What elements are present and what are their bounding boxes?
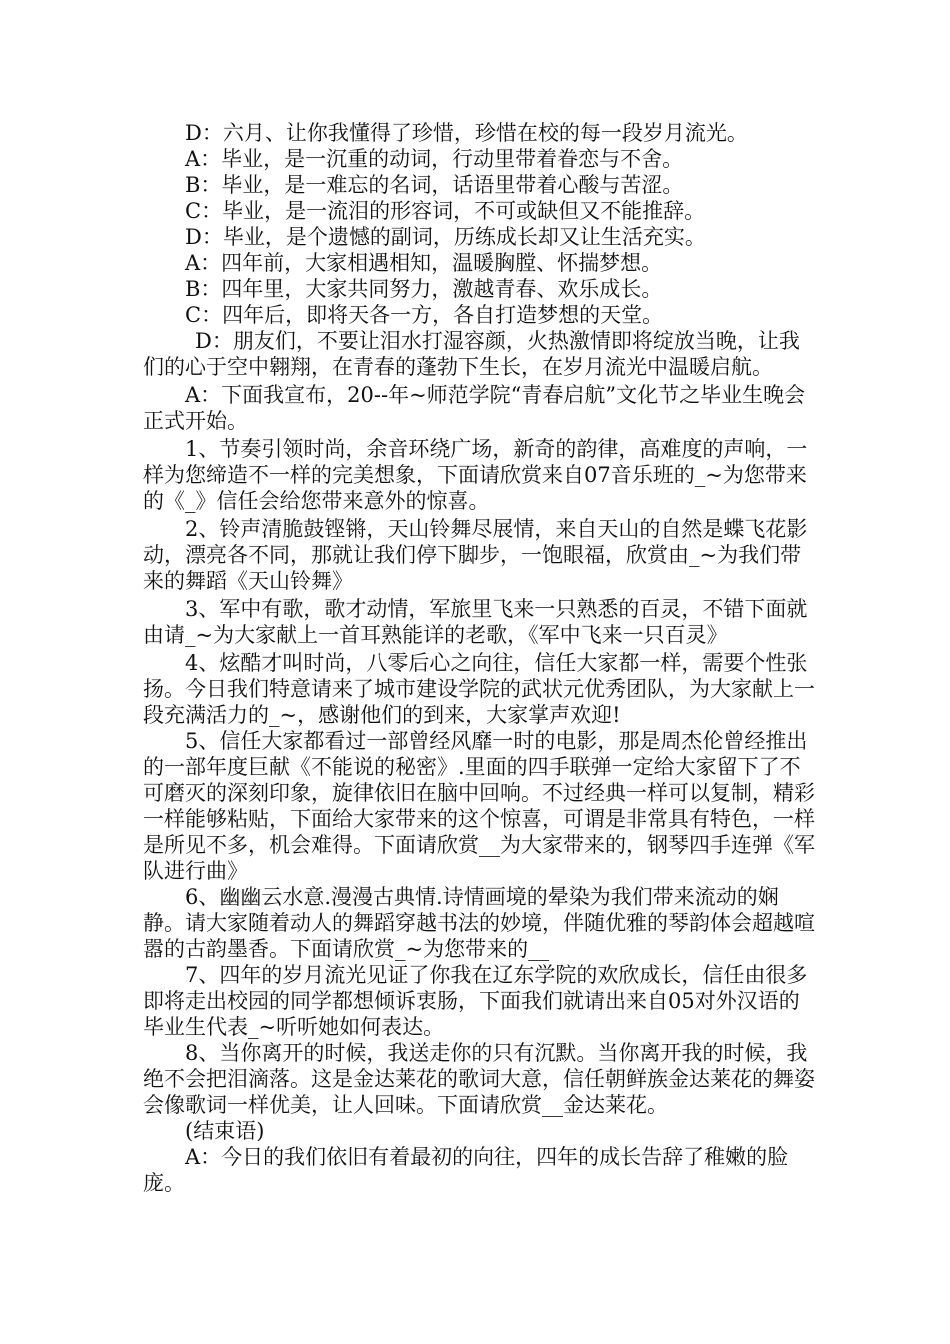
paragraph: D：朋友们，不要让泪水打湿容颜，火热激情即将绽放当晚，让我们的心于空中翱翔，在青春的蓬勃下生长，在岁月流光中温暖启航。 (143, 329, 800, 379)
paragraph: A：下面我宣布，20--年~师范学院“青春启航”文化节之毕业生晚会正式开始。 (143, 383, 806, 433)
paragraph: B：四年里，大家共同努力，激越青春、欢乐成长。 (185, 277, 663, 301)
paragraph: A：四年前，大家相遇相知，温暖胸膛、怀揣梦想。 (185, 251, 663, 275)
paragraph: 1、节奏引领时尚，余音环绕广场，新奇的韵律，高难度的声响，一样为您缔造不一样的完美想象，下面请欣赏来自07音乐班的_~为您带来的《_》信任会给您带来意外的惊喜。 (143, 437, 808, 513)
document-body (143, 120, 815, 1196)
paragraph: C：四年后，即将天各一方，各自打造梦想的天堂。 (185, 303, 664, 327)
paragraph: 8、当你离开的时候，我送走你的只有沉默。当你离开我的时候，我绝不会把泪滴落。这是金达莱花的歌词大意，信任朝鲜族金达莱花的舞姿会像歌词一样优美，让人回味。下面请欣赏__金达莱花。 (143, 1041, 815, 1117)
paragraph: D：毕业，是个遗憾的副词，历练成长却又让生活充实。 (185, 225, 706, 249)
paragraph: A：今日的我们依旧有着最初的向往，四年的成长告辞了稚嫩的脸庞。 (143, 1145, 789, 1195)
paragraph: B：毕业，是一难忘的名词，话语里带着心酸与苦涩。 (185, 173, 684, 197)
paragraph: D：六月、让你我懂得了珍惜，珍惜在校的每一段岁月流光。 (185, 121, 748, 145)
paragraph: (结束语) (185, 1119, 265, 1143)
paragraph: 7、四年的岁月流光见证了你我在辽东学院的欢欣成长，信任由很多即将走出校园的同学都想倾诉衷肠，下面我们就请出来自05对外汉语的毕业生代表_~听听她如何表达。 (143, 963, 808, 1039)
paragraph: A：毕业，是一沉重的动词，行动里带着眷恋与不舍。 (185, 147, 684, 171)
paragraph: 6、幽幽云水意.漫漫古典情.诗情画境的晕染为我们带来流动的娴静。请大家随着动人的舞蹈穿越书法的妙境，伴随优雅的琴韵体会超越喧嚣的古韵墨香。下面请欣赏_~为您带来的__ (143, 885, 815, 961)
paragraph: 5、信任大家都看过一部曾经风靡一时的电影，那是周杰伦曾经推出的一部年度巨献《不能说的秘密》.里面的四手联弹一定给大家留下了不可磨灭的深刻印象，旋律依旧在脑中回响。不过经典一样可以复制，精彩一样能够粘贴，下面给大家带来的这个惊喜，可谓是非常具有特色，一样是所见不多，机会难得。下面请欣赏__为大家带来的，钢琴四手连弹《军队进行曲》 (143, 729, 815, 883)
paragraph: C：毕业，是一流泪的形容词，不可或缺但又不能推辞。 (185, 199, 706, 223)
paragraph: 3、军中有歌，歌才动情，军旅里飞来一只熟悉的百灵，不错下面就由请_~为大家献上一首耳熟能详的老歌，《军中飞来一只百灵》 (143, 597, 808, 647)
paragraph: 4、炫酷才叫时尚，八零后心之向往，信任大家都一样，需要个性张扬。今日我们特意请来了城市建设学院的武状元优秀团队，为大家献上一段充满活力的_~，感谢他们的到来，大家掌声欢迎! (143, 651, 815, 727)
paragraph: 2、铃声清脆鼓铿锵，天山铃舞尽展情，来自天山的自然是蝶飞花影动，漂亮各不同，那就让我们停下脚步，一饱眼福，欣赏由_~为我们带来的舞蹈《天山铃舞》 (143, 517, 808, 593)
